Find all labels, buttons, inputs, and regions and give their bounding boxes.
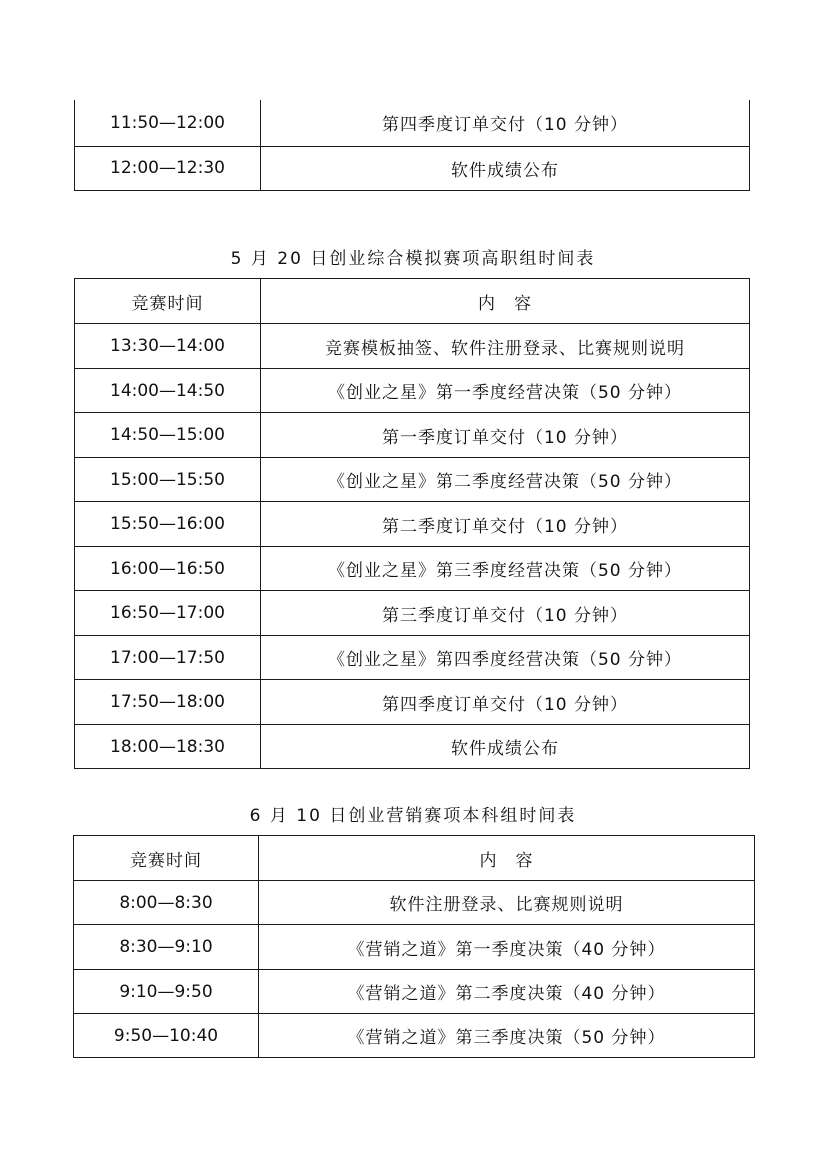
- time-cell: 16:50—17:00: [75, 591, 261, 636]
- content-cell: 《营销之道》第三季度决策（50 分钟）: [259, 1014, 755, 1058]
- content-cell: 《创业之星》第二季度经营决策（50 分钟）: [261, 458, 750, 502]
- table-row: [75, 458, 750, 502]
- content-cell: 第四季度订单交付（10 分钟）: [261, 100, 750, 146]
- time-cell: 14:50—15:00: [75, 413, 261, 458]
- content-cell: 软件成绩公布: [261, 725, 750, 769]
- content-cell: 第三季度订单交付（10 分钟）: [261, 591, 750, 636]
- header-time: 竞赛时间: [75, 279, 261, 324]
- time-cell: 16:00—16:50: [75, 547, 261, 591]
- header-content: 内 容: [261, 279, 750, 324]
- time-cell: 9:50—10:40: [74, 1014, 259, 1058]
- time-cell: 18:00—18:30: [75, 725, 261, 769]
- time-cell: 9:10—9:50: [74, 970, 259, 1014]
- table-row: [75, 369, 750, 413]
- schedule-table-continued: [74, 100, 750, 191]
- time-cell: 17:50—18:00: [75, 680, 261, 725]
- content-cell: 第一季度订单交付（10 分钟）: [261, 413, 750, 458]
- table-row: [74, 970, 755, 1014]
- time-cell: 8:00—8:30: [74, 881, 259, 925]
- header-time: 竞赛时间: [74, 836, 259, 881]
- table-row: [74, 925, 755, 970]
- content-cell: 软件成绩公布: [261, 146, 750, 190]
- time-cell: 13:30—14:00: [75, 324, 261, 369]
- schedule-table-undergrad: [73, 835, 755, 1058]
- table-row: [74, 881, 755, 925]
- table-row: [75, 100, 750, 146]
- content-cell: 第二季度订单交付（10 分钟）: [261, 502, 750, 547]
- content-cell: 第四季度订单交付（10 分钟）: [261, 680, 750, 725]
- table-title-undergrad: 6 月 10 日创业营销赛项本科组时间表: [249, 806, 577, 826]
- time-cell: 11:50—12:00: [75, 100, 261, 146]
- table-row: [75, 146, 750, 190]
- time-cell: 12:00—12:30: [75, 146, 261, 190]
- table-row: [75, 680, 750, 725]
- table-row: [74, 1014, 755, 1058]
- table-row: [75, 725, 750, 769]
- content-cell: 《创业之星》第三季度经营决策（50 分钟）: [261, 547, 750, 591]
- table-header-row: [74, 836, 755, 881]
- content-cell: 软件注册登录、比赛规则说明: [259, 881, 755, 925]
- time-cell: 14:00—14:50: [75, 369, 261, 413]
- time-cell: 8:30—9:10: [74, 925, 259, 970]
- table-header-row: [75, 279, 750, 324]
- table-row: [75, 591, 750, 636]
- time-cell: 15:00—15:50: [75, 458, 261, 502]
- content-cell: 《创业之星》第一季度经营决策（50 分钟）: [261, 369, 750, 413]
- table-row: [75, 413, 750, 458]
- time-cell: 15:50—16:00: [75, 502, 261, 547]
- content-cell: 《营销之道》第一季度决策（40 分钟）: [259, 925, 755, 970]
- content-cell: 竞赛模板抽签、软件注册登录、比赛规则说明: [261, 324, 750, 369]
- table-row: [75, 324, 750, 369]
- table-row: [75, 547, 750, 591]
- content-cell: 《营销之道》第二季度决策（40 分钟）: [259, 970, 755, 1014]
- table-row: [75, 636, 750, 680]
- schedule-table-vocational: [74, 278, 750, 769]
- header-content: 内 容: [259, 836, 755, 881]
- table-row: [75, 502, 750, 547]
- time-cell: 17:00—17:50: [75, 636, 261, 680]
- content-cell: 《创业之星》第四季度经营决策（50 分钟）: [261, 636, 750, 680]
- table-title-vocational: 5 月 20 日创业综合模拟赛项高职组时间表: [230, 249, 596, 269]
